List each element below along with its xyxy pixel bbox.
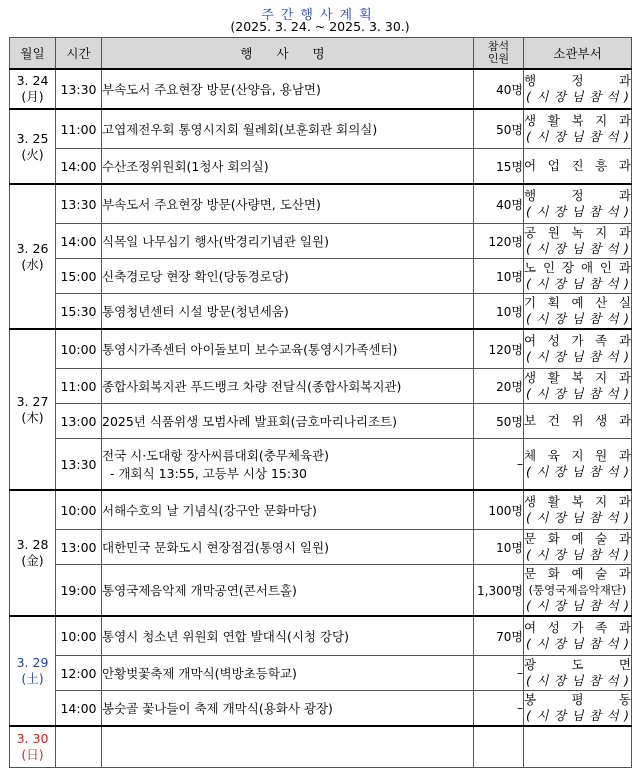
- weekday-label: (月): [21, 89, 44, 104]
- mayor-attending-note: ( 시 장 님 참 석 ): [526, 129, 629, 144]
- time-cell: 12:00: [56, 656, 102, 691]
- table-row: [10, 69, 632, 109]
- attendee-count: 10명: [474, 259, 524, 294]
- date-cell: [10, 109, 56, 184]
- dept-cell: [524, 69, 632, 109]
- mayor-attending-note: ( 시 장 님 참 석 ): [526, 89, 629, 104]
- dept-cell: [524, 184, 632, 224]
- mayor-attending-note: ( 시 장 님 참 석 ): [526, 673, 629, 688]
- table-row: [10, 369, 632, 404]
- column-header-dept: 소관부서: [524, 38, 632, 70]
- weekday-label: (水): [21, 256, 44, 272]
- dept-name: 보 건 위 생 과: [524, 413, 631, 428]
- attendee-count: [474, 726, 524, 768]
- event-cell: 식목일 나무심기 행사(박경리기념관 일원): [102, 224, 474, 259]
- dept-name: 행 정 과: [524, 73, 631, 88]
- dept-cell: [524, 109, 632, 149]
- dept-name: 여 성 가 족 과: [524, 333, 631, 348]
- mayor-attending-note: ( 시 장 님 참 석 ): [526, 510, 629, 525]
- date-label: 3. 30: [16, 731, 49, 746]
- dept-name: 여 성 가 족 과: [524, 620, 631, 635]
- dept-name: 공 원 녹 지 과: [524, 225, 631, 240]
- attendee-count: 1,300명: [474, 565, 524, 617]
- attendee-count: 120명: [474, 224, 524, 259]
- table-row: [10, 329, 632, 369]
- event-cell: 신축경로당 현장 확인(당동경로당): [102, 259, 474, 294]
- date-label: 3. 25: [16, 130, 49, 146]
- table-row: [10, 616, 632, 656]
- table-row: [10, 259, 632, 294]
- table-row: [10, 439, 632, 491]
- attendee-count: 50명: [474, 109, 524, 149]
- dept-name: 체 육 지 원 과: [524, 448, 631, 463]
- time-cell: 13:00: [56, 404, 102, 439]
- dept-cell: [524, 656, 632, 691]
- column-header-date: 월일: [10, 38, 56, 70]
- time-cell: 13:30: [56, 184, 102, 224]
- dept-cell: [524, 530, 632, 565]
- event-cell: 통영시 청소년 위원회 연합 발대식(시청 강당): [102, 616, 474, 656]
- schedule-table: [9, 37, 632, 768]
- column-header-attendees: [474, 38, 524, 70]
- table-row: [10, 224, 632, 259]
- mayor-attending-note: ( 시 장 님 참 석 ): [526, 204, 629, 219]
- column-header-time: 시간: [56, 38, 102, 70]
- event-cell: 통영시가족센터 아이돌보미 보수교육(통영시가족센터): [102, 329, 474, 369]
- mayor-attending-note: ( 시 장 님 참 석 ): [526, 241, 629, 256]
- table-row: [10, 404, 632, 439]
- time-cell: 10:00: [56, 490, 102, 530]
- event-title: 전국 시·도대항 장사씨름대회(충무체육관): [102, 448, 329, 463]
- mayor-attending-note: ( 시 장 님 참 석 ): [526, 598, 629, 613]
- weekday-label: (木): [21, 409, 44, 425]
- mayor-attending-note: ( 시 장 님 참 석 ): [526, 386, 629, 401]
- dept-name: 어 업 진 흥 과: [524, 158, 631, 173]
- dept-cell: [524, 490, 632, 530]
- dept-name: 생 활 복 지 과: [524, 494, 631, 509]
- table-row: [10, 726, 632, 768]
- schedule-period: (2025. 3. 24. ~ 2025. 3. 30.): [230, 19, 410, 34]
- table-header-row: [10, 38, 632, 70]
- date-label: 3. 26: [16, 240, 49, 256]
- time-cell: 11:00: [56, 369, 102, 404]
- dept-cell: [524, 294, 632, 330]
- event-cell: 부속도서 주요현장 방문(산양읍, 용남면): [102, 69, 474, 109]
- dept-name: 문 화 예 술 과: [524, 531, 631, 546]
- attendee-count: 10명: [474, 294, 524, 330]
- event-cell: 봉숫골 꽃나들이 축제 개막식(용화사 광장): [102, 691, 474, 727]
- dept-cell: [524, 691, 632, 727]
- dept-name: 노 인 장 애 인 과: [524, 260, 631, 275]
- date-cell: [10, 616, 56, 726]
- mayor-attending-note: ( 시 장 님 참 석 ): [526, 276, 629, 291]
- attendees-header-line2: 인원: [487, 52, 510, 65]
- time-cell: 10:00: [56, 616, 102, 656]
- event-cell: 고엽제전우회 통영시지회 월례회(보훈회관 회의실): [102, 109, 474, 149]
- time-cell: 11:00: [56, 109, 102, 149]
- dept-cell: [524, 404, 632, 439]
- time-cell: 13:00: [56, 530, 102, 565]
- mayor-attending-note: ( 시 장 님 참 석 ): [526, 349, 629, 364]
- dept-name: 행 정 과: [524, 188, 631, 203]
- weekday-label: (火): [21, 146, 44, 162]
- event-cell: 통영청년센터 시설 방문(청년세움): [102, 294, 474, 330]
- table-row: [10, 149, 632, 185]
- table-row: [10, 565, 632, 617]
- event-cell: 안황벚꽃축제 개막식(벽방초등학교): [102, 656, 474, 691]
- attendee-count: 20명: [474, 369, 524, 404]
- event-detail: - 개회식 13:55, 고등부 시상 15:30: [110, 466, 307, 481]
- attendee-count: 40명: [474, 69, 524, 109]
- attendee-count: –: [474, 439, 524, 491]
- event-cell: 2025년 식품위생 모범사례 발표회(금호마리나리조트): [102, 404, 474, 439]
- time-cell: 14:00: [56, 224, 102, 259]
- event-cell: 서해수호의 날 기념식(강구안 문화마당): [102, 490, 474, 530]
- time-cell: 14:00: [56, 149, 102, 185]
- attendee-count: –: [474, 656, 524, 691]
- date-label: 3. 29: [16, 655, 49, 670]
- event-cell: [102, 439, 474, 491]
- date-cell: [10, 184, 56, 329]
- table-row: [10, 294, 632, 330]
- weekday-label: (日): [21, 747, 44, 762]
- date-label: 3. 24: [16, 73, 49, 88]
- table-row: [10, 691, 632, 727]
- date-cell: [10, 69, 56, 109]
- dept-name: 생 활 복 지 과: [524, 370, 631, 385]
- dept-cell: [524, 616, 632, 656]
- dept-name: 문 화 예 술 과: [524, 566, 631, 581]
- attendee-count: 40명: [474, 184, 524, 224]
- event-cell: 통영국제음악제 개막공연(콘서트홀): [102, 565, 474, 617]
- dept-cell: [524, 565, 632, 617]
- column-header-event: 행 사 명: [102, 38, 474, 70]
- dept-cell: [524, 259, 632, 294]
- attendee-count: 15명: [474, 149, 524, 185]
- mayor-attending-note: ( 시 장 님 참 석 ): [526, 464, 629, 479]
- table-row: [10, 109, 632, 149]
- event-cell: [102, 726, 474, 768]
- time-cell: 19:00: [56, 565, 102, 617]
- dept-name: 광 도 면: [524, 657, 631, 672]
- date-cell: [10, 329, 56, 490]
- dept-name: 생 활 복 지 과: [524, 113, 631, 128]
- weekday-label: (金): [21, 553, 44, 568]
- mayor-attending-note: ( 시 장 님 참 석 ): [526, 708, 629, 723]
- table-row: [10, 530, 632, 565]
- table-row: [10, 656, 632, 691]
- mayor-attending-note: ( 시 장 님 참 석 ): [526, 311, 629, 326]
- attendee-count: 10명: [474, 530, 524, 565]
- dept-cell: [524, 149, 632, 185]
- event-cell: 종합사회복지관 푸드뱅크 차량 전달식(종합사회복지관): [102, 369, 474, 404]
- attendee-count: 120명: [474, 329, 524, 369]
- time-cell: 14:00: [56, 691, 102, 727]
- event-cell: 부속도서 주요현장 방문(사량면, 도산면): [102, 184, 474, 224]
- date-label: 3. 27: [16, 393, 49, 409]
- dept-name: 봉 평 동: [524, 692, 631, 707]
- attendees-header-line1: 참석: [487, 40, 510, 53]
- mayor-attending-note: ( 시 장 님 참 석 ): [526, 547, 629, 562]
- table-row: [10, 184, 632, 224]
- mayor-attending-note: ( 시 장 님 참 석 ): [526, 636, 629, 651]
- dept-subname: (통영국제음악재단): [528, 583, 627, 597]
- attendee-count: 70명: [474, 616, 524, 656]
- date-cell: [10, 490, 56, 616]
- time-cell: [56, 726, 102, 768]
- weekday-label: (土): [21, 671, 44, 686]
- date-cell: [10, 726, 56, 768]
- dept-cell: [524, 439, 632, 491]
- attendee-count: 50명: [474, 404, 524, 439]
- attendee-count: 100명: [474, 490, 524, 530]
- dept-cell: [524, 369, 632, 404]
- time-cell: 15:30: [56, 294, 102, 330]
- time-cell: 13:30: [56, 69, 102, 109]
- date-label: 3. 28: [16, 537, 49, 552]
- page-title: 주간행사계획: [261, 8, 379, 23]
- event-cell: 대한민국 문화도시 현장점검(통영시 일원): [102, 530, 474, 565]
- dept-cell: [524, 224, 632, 259]
- attendee-count: –: [474, 691, 524, 727]
- time-cell: 13:30: [56, 439, 102, 491]
- event-cell: 수산조정위원회(1청사 회의실): [102, 149, 474, 185]
- dept-name: 기 획 예 산 실: [524, 295, 631, 310]
- time-cell: 10:00: [56, 329, 102, 369]
- table-row: [10, 490, 632, 530]
- dept-cell: [524, 329, 632, 369]
- time-cell: 15:00: [56, 259, 102, 294]
- dept-cell: [524, 726, 632, 768]
